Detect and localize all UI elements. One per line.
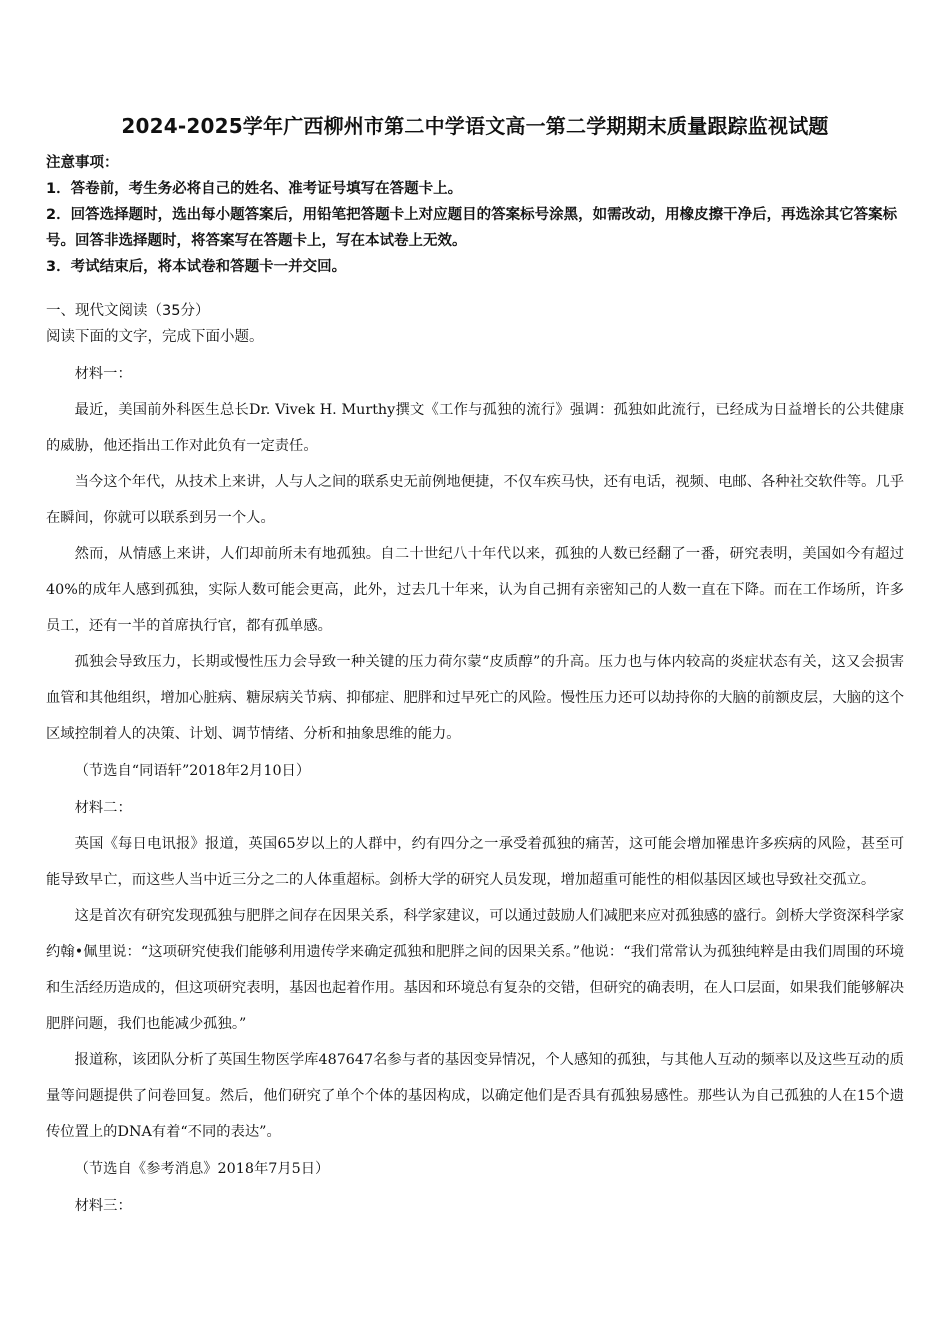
material-label: 材料一： xyxy=(74,366,132,382)
material-label: 材料三： xyxy=(74,1198,132,1214)
source-note: （节选自《参考消息》2018年7月5日） xyxy=(74,1161,330,1177)
paragraph: 当今这个年代，从技术上来讲，人与人之间的联系史无前例地便捷，不仅车疾马快，还有电话，视频、电邮、各种社交软件等。几乎在瞬间，你就可以联系到另一个人。 xyxy=(46,474,904,526)
notice-item-2: 2．回答选择题时，选出每小题答案后，用铅笔把答题卡上对应题目的答案标号涂黑，如需改动，用橡皮擦干净后，再选涂其它答案标号。回答非选择题时，将答案写在答题卡上，写在本试卷上无效。 xyxy=(46,207,898,249)
exam-title: 2024-2025学年广西柳州市第二中学语文高一第二学期期末质量跟踪监视试题 xyxy=(121,114,829,138)
notice-block xyxy=(46,150,904,280)
reading-passage xyxy=(46,356,904,1224)
section-instruction: 阅读下面的文字，完成下面小题。 xyxy=(46,329,264,345)
notice-heading: 注意事项： xyxy=(46,155,119,171)
section-reading xyxy=(46,298,904,1224)
notice-item-3: 3．考试结束后，将本试卷和答题卡一并交回。 xyxy=(46,259,347,275)
paragraph: 然而，从情感上来讲，人们却前所未有地孤独。自二十世纪八十年代以来，孤独的人数已经翻了一番，研究表明，美国如今有超过40%的成年人感到孤独，实际人数可能会更高，此外，过去几十年来，认为自己拥有亲密知己的人数一直在下降。而在工作场所，许多员工，还有一半的首席执行官，都有孤单感。 xyxy=(46,546,904,634)
paragraph: 最近，美国前外科医生总长Dr. Vivek H. Murthy撰文《工作与孤独的流行》强调：孤独如此流行，已经成为日益增长的公共健康的威胁，他还指出工作对此负有一定责任。 xyxy=(46,402,904,454)
paragraph: 这是首次有研究发现孤独与肥胖之间存在因果关系，科学家建议，可以通过鼓励人们减肥来应对孤独感的盛行。剑桥大学资深科学家约翰•佩里说：“这项研究使我们能够利用遗传学来确定孤独和肥胖之间的因果关系。”他说：“我们常常认为孤独纯粹是由我们周围的环境和生活经历造成的，但这项研究表明，基因也起着作用。基因和环境总有复杂的交错，但研究的确表明，在人口层面，如果我们能够解决肥胖问题，我们也能减少孤独。” xyxy=(46,908,904,1032)
source-note: （节选自“同语轩”2018年2月10日） xyxy=(74,763,311,779)
notice-item-1: 1．答卷前，考生务必将自己的姓名、准考证号填写在答题卡上。 xyxy=(46,181,463,197)
section-heading: 一、现代文阅读（35分） xyxy=(46,303,210,319)
paragraph: 英国《每日电讯报》报道，英国65岁以上的人群中，约有四分之一承受着孤独的痛苦，这可能会增加罹患许多疾病的风险，甚至可能导致早亡，而这些人当中近三分之二的人体重超标。剑桥大学的研究人员发现，增加超重可能性的相似基因区域也导致社交孤立。 xyxy=(46,836,904,888)
paragraph: 孤独会导致压力，长期或慢性压力会导致一种关键的压力荷尔蒙“皮质醇”的升高。压力也与体内较高的炎症状态有关，这又会损害血管和其他组织，增加心脏病、糖尿病关节病、抑郁症、肥胖和过早死亡的风险。慢性压力还可以劫持你的大脑的前额皮层，大脑的这个区域控制着人的决策、计划、调节情绪、分析和抽象思维的能力。 xyxy=(46,654,904,742)
material-label: 材料二： xyxy=(74,800,132,816)
paragraph: 报道称，该团队分析了英国生物医学库487647名参与者的基因变异情况，个人感知的孤独，与其他人互动的频率以及这些互动的质量等问题提供了问卷回复。然后，他们研究了单个个体的基因构成，以确定他们是否具有孤独易感性。那些认为自己孤独的人在15个遗传位置上的DNA有着“不同的表达”。 xyxy=(46,1052,904,1140)
